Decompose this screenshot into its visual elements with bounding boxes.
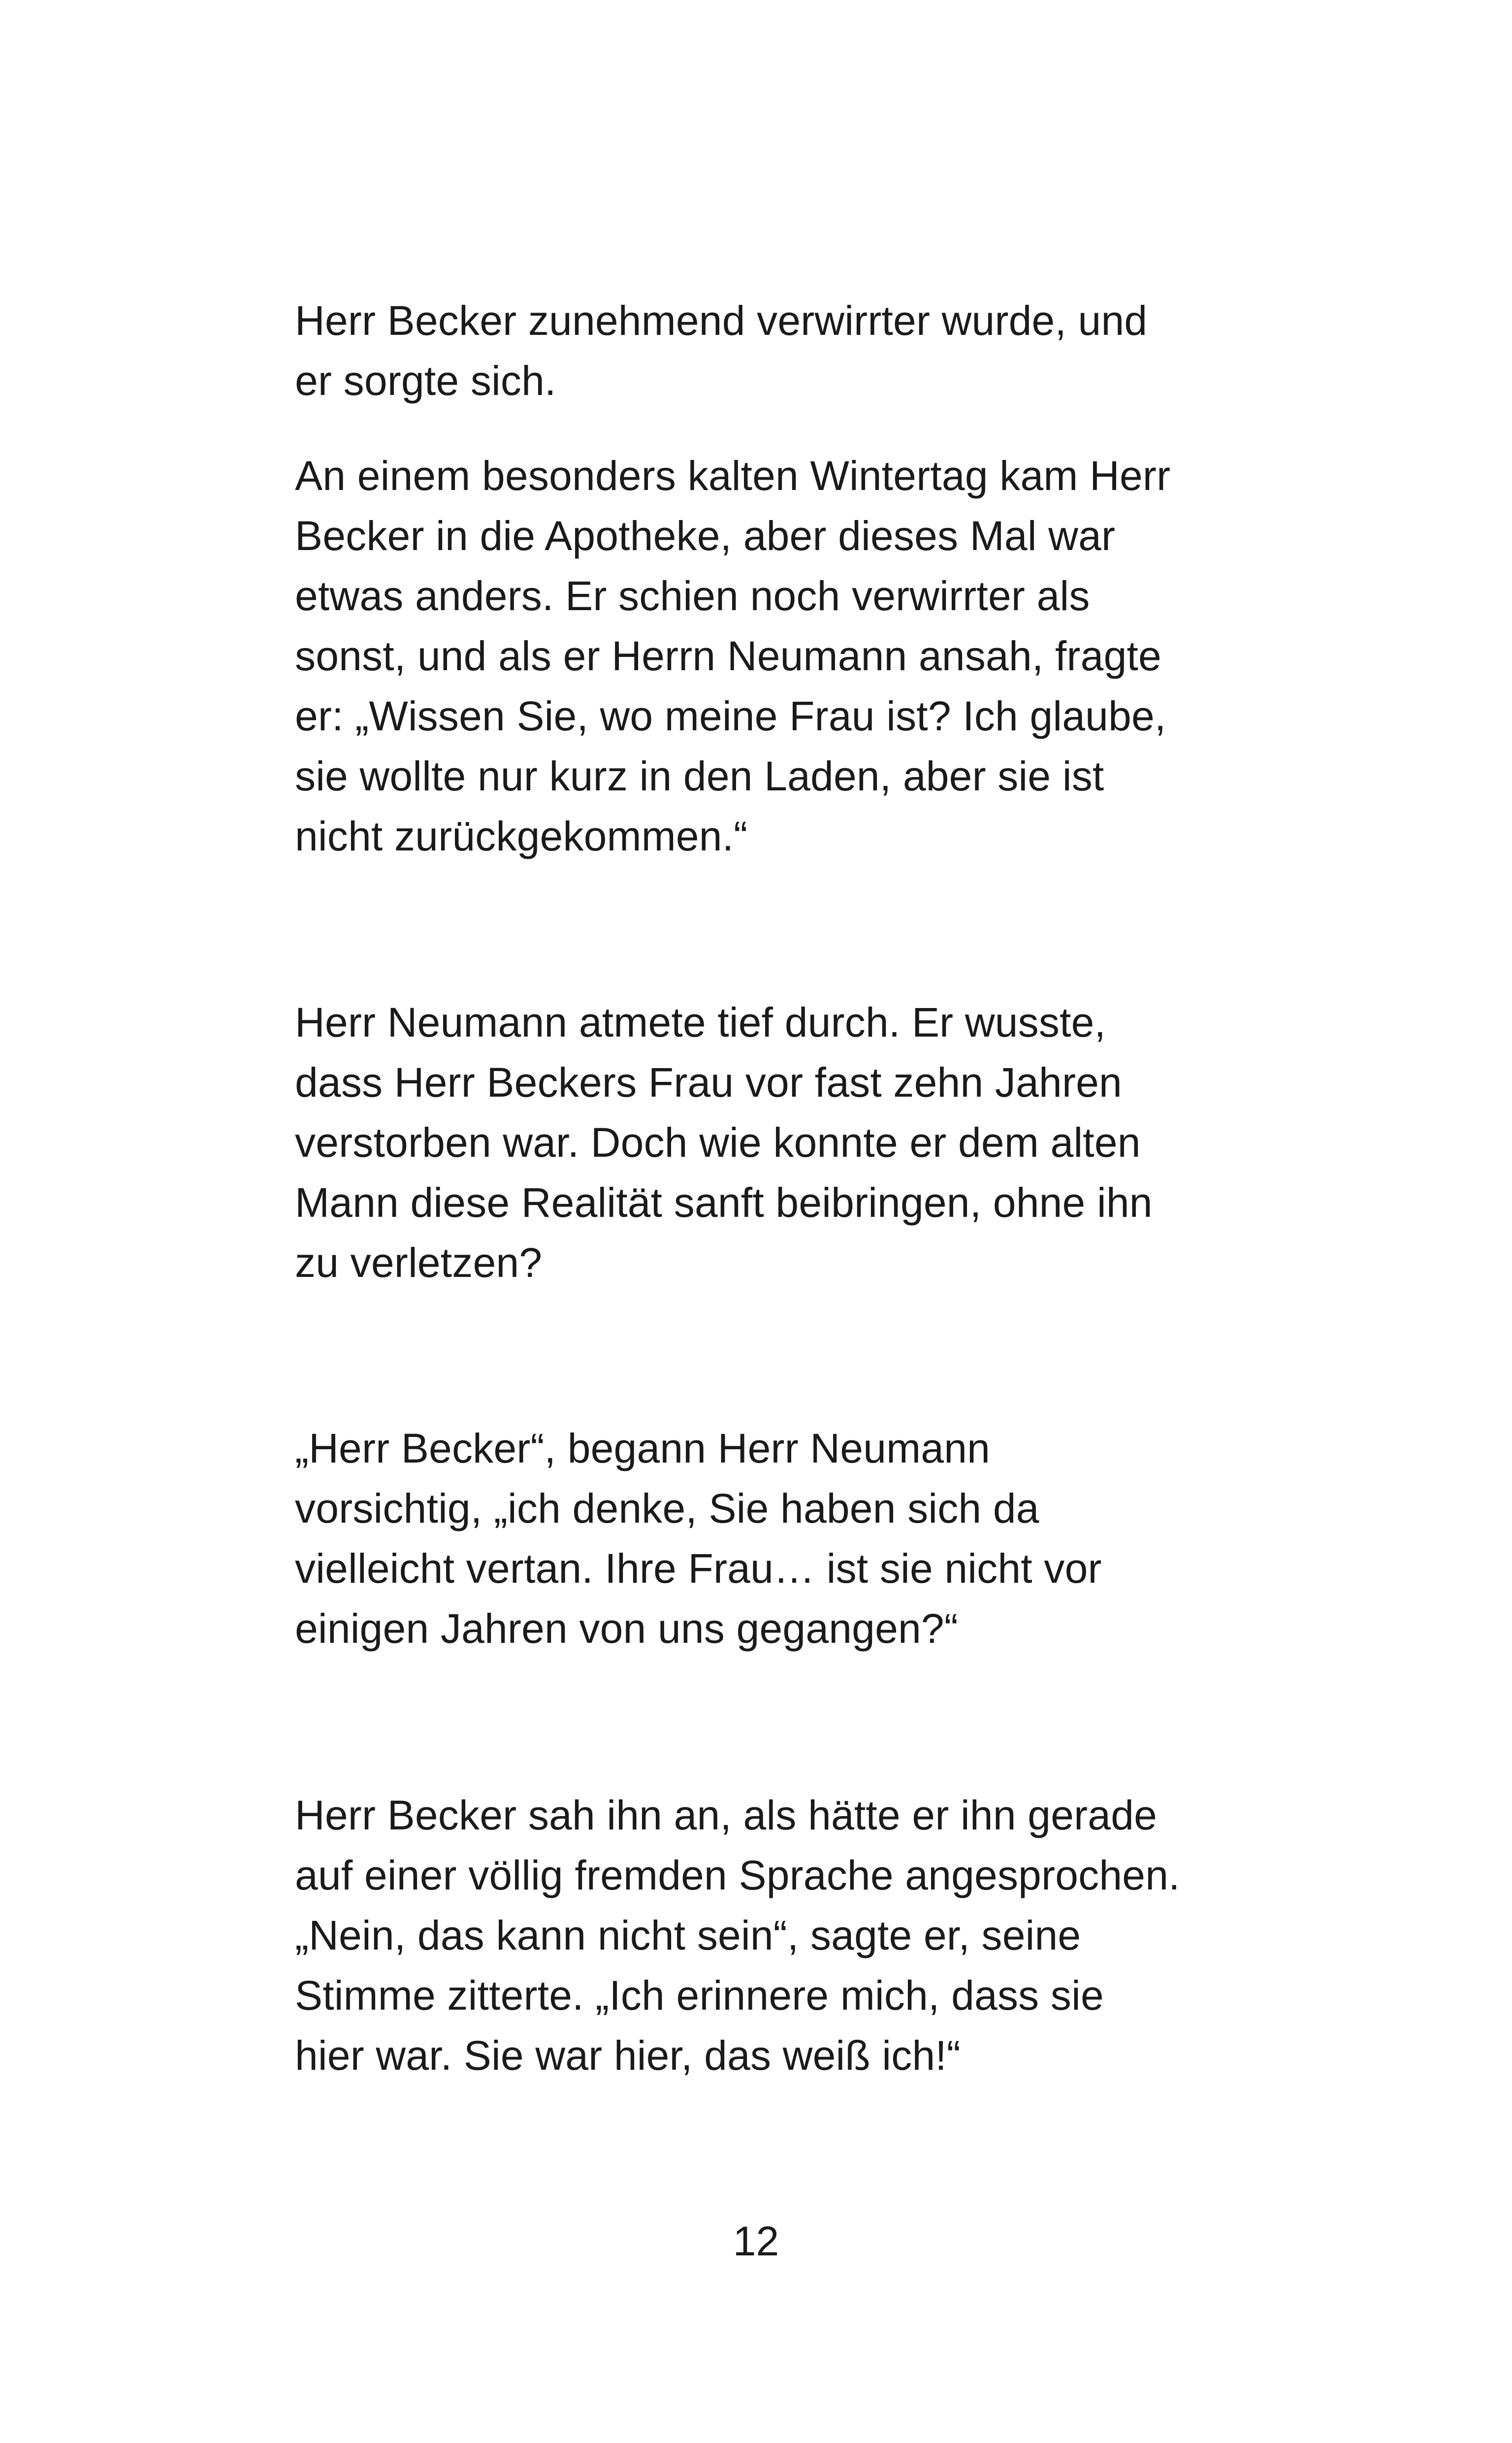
text-line: hier war. Sie war hier, das weiß ich!“ (295, 2032, 961, 2079)
text-line: Herr Becker zunehmend verwirrter wurde, und (295, 297, 1148, 344)
text-line: Herr Becker sah ihn an, als hätte er ihn gerade (295, 1792, 1158, 1838)
text-line: verstorben war. Doch wie konnte er dem alten (295, 1119, 1141, 1166)
paragraph (295, 291, 1260, 411)
text-line: Stimme zitterte. „Ich erinnere mich, dass sie (295, 1972, 1104, 2019)
text-line: sie wollte nur kurz in den Laden, aber sie ist (295, 753, 1104, 799)
text-line: dass Herr Beckers Frau vor fast zehn Jahren (295, 1059, 1122, 1106)
text-line: sonst, und als er Herrn Neumann ansah, fragte (295, 633, 1161, 679)
paragraph (295, 446, 1260, 866)
text-line: er sorgte sich. (295, 358, 556, 404)
text-line: An einem besonders kalten Wintertag kam Herr (295, 453, 1171, 499)
text-line: vielleicht vertan. Ihre Frau… ist sie nicht vor (295, 1545, 1102, 1592)
text-line: auf einer völlig fremden Sprache angesprochen. (295, 1852, 1180, 1898)
paragraph (295, 1785, 1260, 2085)
text-line: „Herr Becker“, begann Herr Neumann (295, 1425, 991, 1471)
text-line: nicht zurückgekommen.“ (295, 813, 748, 859)
page-number: 12 (733, 2218, 779, 2264)
text-line: zu verletzen? (295, 1239, 543, 1286)
text-line: einigen Jahren von uns gegangen?“ (295, 1605, 958, 1652)
text-line: Herr Neumann atmete tief durch. Er wusste, (295, 999, 1106, 1045)
text-line: „Nein, das kann nicht sein“, sagte er, seine (295, 1912, 1081, 1958)
text-line: Becker in die Apotheke, aber dieses Mal war (295, 513, 1116, 559)
text-line: etwas anders. Er schien noch verwirrter als (295, 573, 1090, 619)
text-line: Mann diese Realität sanft beibringen, ohne ihn (295, 1179, 1153, 1226)
text-line: er: „Wissen Sie, wo meine Frau ist? Ich glaube, (295, 693, 1166, 739)
text-line: vorsichtig, „ich denke, Sie haben sich da (295, 1485, 1039, 1531)
paragraph (295, 992, 1260, 1293)
paragraph (295, 1418, 1260, 1659)
